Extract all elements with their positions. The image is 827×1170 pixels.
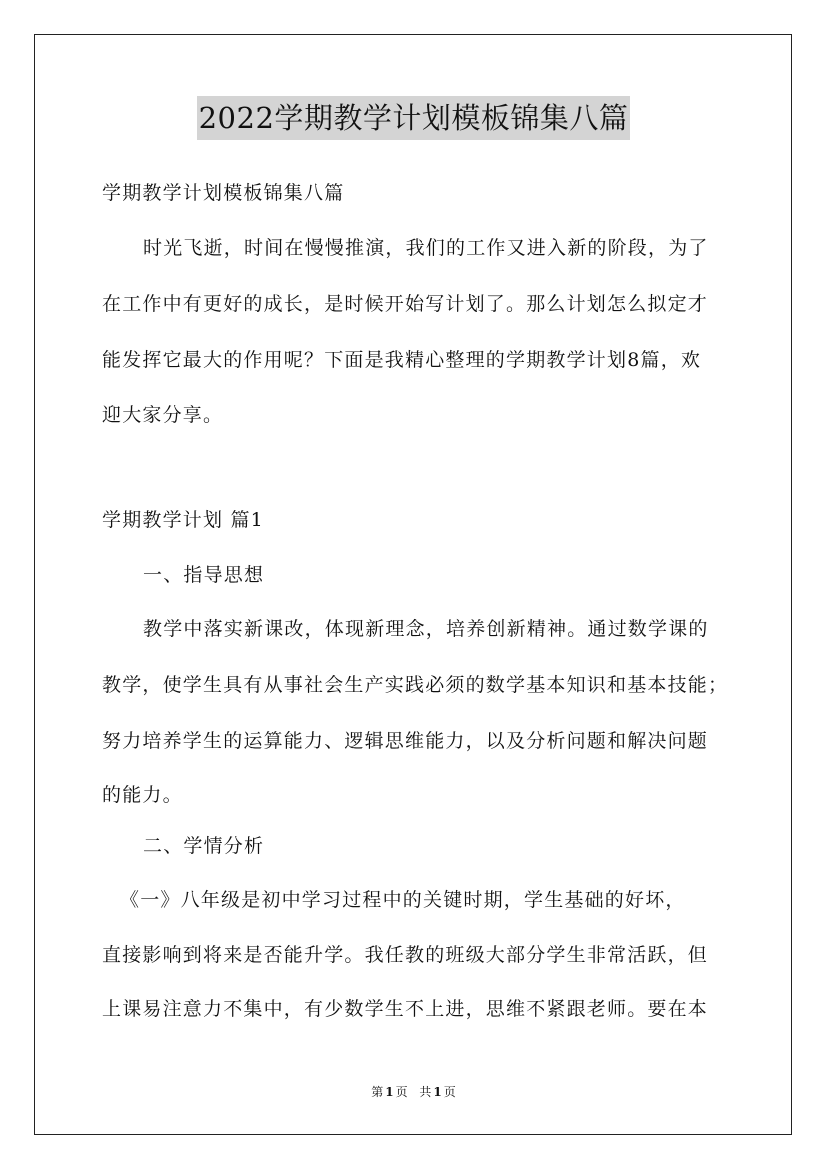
part1-line-4: 的能力。 (102, 784, 183, 806)
page-unit: 页 (395, 1085, 408, 1099)
intro-line-1: 时光飞逝，时间在慢慢推演，我们的工作又进入新的阶段，为了 (143, 237, 709, 259)
intro-line-3: 能发挥它最大的作用呢？下面是我精心整理的学期教学计划8篇，欢 (102, 349, 702, 371)
page-num: 1 (385, 1085, 394, 1099)
part2-line-2: 直接影响到将来是否能升学。我任教的班级大部分学生非常活跃，但 (102, 944, 709, 966)
total-unit: 页 (443, 1085, 456, 1099)
part1-line-2: 教学，使学生具有从事社会生产实践必须的数学基本知识和基本技能； (102, 674, 729, 696)
intro-line-4: 迎大家分享。 (102, 404, 224, 426)
section-heading: 学期教学计划 篇1 (102, 509, 264, 531)
part2-heading: 二、学情分析 (143, 835, 265, 857)
document-title: 2022学期教学计划模板锦集八篇 (197, 96, 631, 140)
part1-heading: 一、指导思想 (143, 564, 265, 586)
title-container (0, 96, 827, 140)
total-label: 共 (419, 1085, 432, 1099)
total-num: 1 (433, 1085, 442, 1099)
page-total (417, 1085, 457, 1099)
page-footer (0, 1084, 827, 1100)
page-label: 第 (371, 1085, 384, 1099)
page-number (369, 1085, 409, 1099)
document-subtitle: 学期教学计划模板锦集八篇 (102, 182, 345, 204)
part2-line-1: 《一》八年级是初中学习过程中的关键时期，学生基础的好坏， (120, 889, 686, 911)
part1-line-1: 教学中落实新课改，体现新理念，培养创新精神。通过数学课的 (143, 618, 709, 640)
intro-line-2: 在工作中有更好的成长，是时候开始写计划了。那么计划怎么拟定才 (102, 293, 709, 315)
part1-line-3: 努力培养学生的运算能力、逻辑思维能力，以及分析问题和解决问题 (102, 730, 709, 752)
part2-line-3: 上课易注意力不集中，有少数学生不上进，思维不紧跟老师。要在本 (102, 998, 709, 1020)
